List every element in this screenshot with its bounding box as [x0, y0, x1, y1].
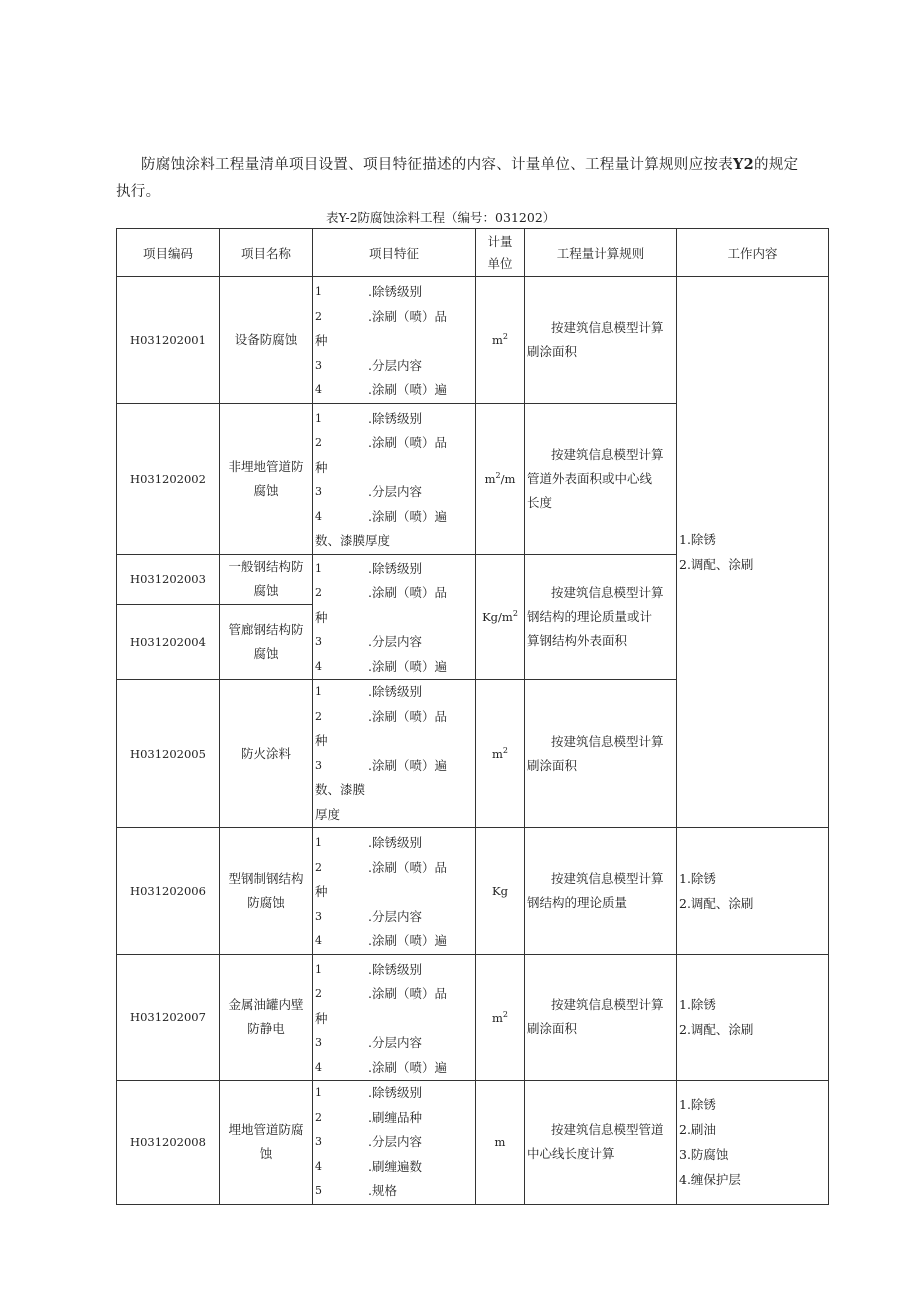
feature-number: 4 — [315, 934, 322, 947]
rule-line: 按建筑信息模型管道 — [551, 1122, 664, 1138]
feature-wrap-text: 种 — [315, 884, 328, 899]
work-line: 1.除锈 — [679, 997, 716, 1013]
item-code: H031202005 — [117, 680, 220, 828]
header-work: 工作内容 — [677, 229, 829, 277]
item-rule — [525, 403, 677, 554]
item-features — [313, 277, 476, 404]
feature-line — [313, 778, 475, 803]
intro-line2: 执行。 — [116, 184, 161, 200]
item-features — [313, 828, 476, 955]
feature-line — [313, 329, 475, 354]
work-line: 2.刷油 — [679, 1122, 716, 1138]
feature-line — [313, 803, 475, 828]
item-rule — [525, 954, 677, 1081]
feature-line — [313, 280, 475, 305]
feature-line — [313, 305, 475, 330]
feature-line — [313, 856, 475, 881]
rule-line: 管道外表面积或中心线 — [527, 470, 653, 486]
work-line: 4.缠保护层 — [679, 1172, 741, 1188]
item-name: 管廊钢结构防腐蚀 — [220, 604, 313, 679]
feature-wrap-text: 数、漆膜 — [315, 782, 366, 797]
item-code: H031202006 — [117, 828, 220, 955]
feature-wrap-text: 种 — [315, 333, 328, 348]
intro-paragraph — [116, 151, 836, 206]
feature-line — [313, 1179, 475, 1204]
feature-number: 4 — [315, 659, 322, 673]
feature-line — [313, 1056, 475, 1081]
feature-number: 3 — [315, 1036, 322, 1049]
feature-line — [313, 529, 475, 554]
feature-text: .除锈级别 — [368, 1085, 422, 1100]
feature-number: 1 — [315, 285, 322, 298]
feature-number: 4 — [315, 509, 322, 523]
feature-text: .涂刷（喷）遍 — [368, 933, 447, 948]
feature-text: .涂刷（喷）品 — [368, 986, 447, 1001]
feature-number: 3 — [315, 485, 322, 498]
feature-line — [313, 1081, 475, 1106]
feature-text: .涂刷（喷）遍 — [368, 382, 447, 397]
feature-number: 3 — [315, 1135, 322, 1148]
feature-text: .涂刷（喷）品 — [368, 859, 447, 875]
feature-number: 3 — [315, 635, 322, 648]
item-name: 型钢制钢结构防腐蚀 — [220, 828, 313, 955]
intro-table-ref: Y2 — [733, 156, 755, 173]
item-code: H031202008 — [117, 1081, 220, 1205]
feature-text: .分层内容 — [368, 357, 422, 373]
feature-wrap-text: 种 — [315, 733, 328, 748]
feature-number: 4 — [315, 1159, 322, 1173]
work-line: 2.调配、涂刷 — [679, 1022, 754, 1038]
rule-line: 刷涂面积 — [527, 757, 578, 773]
feature-text: .分层内容 — [368, 634, 422, 649]
item-features — [313, 403, 476, 554]
feature-number: 2 — [315, 987, 322, 1000]
feature-line — [313, 729, 475, 754]
rule-line: 算钢结构外表面积 — [527, 632, 628, 648]
rule-line: 刷涂面积 — [527, 1021, 578, 1037]
feature-line — [313, 958, 475, 983]
feature-line — [313, 480, 475, 505]
feature-line — [313, 982, 475, 1007]
feature-line — [313, 1106, 475, 1131]
intro-text: 防腐蚀涂料工程量清单项目设置、项目特征描述的内容、计量单位、工程量计算规则应按表 — [141, 157, 733, 173]
item-work — [677, 954, 829, 1081]
item-name: 防火涂料 — [220, 680, 313, 828]
feature-line — [313, 655, 475, 680]
item-code: H031202003 — [117, 554, 220, 604]
feature-text: .分层内容 — [368, 908, 422, 924]
item-code: H031202004 — [117, 604, 220, 679]
feature-number: 5 — [315, 1184, 322, 1197]
anticorrosion-table — [116, 228, 829, 1205]
work-line: 2.调配、涂刷 — [679, 895, 754, 911]
item-unit: $Kg/m^2$ — [476, 554, 525, 680]
feature-line — [313, 407, 475, 432]
feature-text: .分层内容 — [368, 1134, 422, 1149]
feature-number: 2 — [315, 709, 322, 723]
item-unit: $m^2$ — [476, 277, 525, 404]
item-features — [313, 1081, 476, 1205]
feature-text: .分层内容 — [368, 1035, 422, 1050]
item-rule — [525, 1081, 677, 1205]
work-line: 3.防腐蚀 — [679, 1147, 729, 1163]
rule-line: 按建筑信息模型计算 — [551, 584, 664, 600]
feature-line — [313, 680, 475, 705]
feature-text: .除锈级别 — [368, 684, 422, 699]
feature-number: 2 — [315, 309, 322, 323]
feature-number: 2 — [315, 436, 322, 449]
feature-text: .涂刷（喷）品 — [368, 308, 447, 324]
item-work — [677, 1081, 829, 1205]
feature-number: 1 — [315, 836, 322, 849]
header-unit: 计量单位 — [476, 229, 525, 277]
feature-number: 1 — [315, 411, 322, 425]
feature-line — [313, 1130, 475, 1155]
feature-text: .刷缠品种 — [368, 1109, 422, 1125]
feature-line — [313, 929, 475, 954]
feature-line — [313, 505, 475, 530]
feature-line — [313, 880, 475, 905]
header-code: 项目编码 — [117, 229, 220, 277]
table-row — [117, 277, 829, 404]
feature-wrap-text: 种 — [315, 459, 328, 475]
item-features — [313, 680, 476, 828]
item-unit: $m^2$ — [476, 954, 525, 1081]
feature-line — [313, 606, 475, 631]
header-row — [117, 229, 829, 277]
feature-text: .分层内容 — [368, 484, 422, 499]
item-name: 埋地管道防腐蚀 — [220, 1081, 313, 1205]
rule-line: 按建筑信息模型计算 — [551, 733, 664, 749]
work-line: 1.除锈 — [679, 1097, 716, 1113]
feature-line — [313, 1155, 475, 1180]
item-name: 金属油罐内壁防静电 — [220, 954, 313, 1081]
feature-text: .涂刷（喷）遍 — [368, 757, 447, 773]
feature-line — [313, 905, 475, 930]
item-rule — [525, 680, 677, 828]
item-features — [313, 554, 476, 680]
feature-text: .涂刷（喷）遍 — [368, 1059, 447, 1075]
feature-line — [313, 705, 475, 730]
item-code: H031202001 — [117, 277, 220, 404]
feature-text: .除锈级别 — [368, 284, 422, 299]
feature-number: 1 — [315, 561, 322, 575]
table-caption: 表Y-2防腐蚀涂料工程（编号：031202） — [326, 210, 556, 225]
table-row — [117, 828, 829, 955]
feature-line — [313, 557, 475, 582]
feature-line — [313, 354, 475, 379]
table-row — [117, 954, 829, 1081]
feature-wrap-text: 种 — [315, 609, 328, 625]
feature-line — [313, 754, 475, 779]
feature-line — [313, 431, 475, 456]
header-name: 项目名称 — [220, 229, 313, 277]
feature-text: .涂刷（喷）品 — [368, 708, 447, 724]
item-code: H031202007 — [117, 954, 220, 1081]
rule-line: 中心线长度计算 — [527, 1146, 615, 1162]
item-rule — [525, 554, 677, 680]
rule-line: 刷涂面积 — [527, 343, 578, 359]
rule-line: 钢结构的理论质量 — [527, 894, 628, 910]
feature-text: .涂刷（喷）品 — [368, 435, 447, 450]
rule-line: 按建筑信息模型计算 — [551, 319, 664, 335]
rule-line: 按建筑信息模型计算 — [551, 446, 664, 462]
item-code: H031202002 — [117, 403, 220, 554]
item-name: 一般钢结构防腐蚀 — [220, 554, 313, 604]
item-unit: m — [476, 1081, 525, 1205]
header-feature: 项目特征 — [313, 229, 476, 277]
feature-number: 1 — [315, 685, 322, 698]
feature-number: 2 — [315, 586, 322, 599]
feature-number: 1 — [315, 1086, 322, 1099]
item-work-shared: 1.除锈 2.调配、涂刷 — [677, 277, 829, 828]
feature-text: .刷缠遍数 — [368, 1158, 422, 1174]
feature-number: 4 — [315, 383, 322, 396]
feature-line — [313, 581, 475, 606]
feature-line — [313, 378, 475, 403]
rule-line: 钢结构的理论质量或计 — [527, 608, 653, 624]
item-name: 非埋地管道防腐蚀 — [220, 403, 313, 554]
feature-line — [313, 456, 475, 481]
item-features — [313, 954, 476, 1081]
feature-line — [313, 1007, 475, 1032]
feature-number: 3 — [315, 758, 322, 772]
feature-wrap-text: 种 — [315, 1010, 328, 1026]
feature-text: .涂刷（喷）遍 — [368, 658, 447, 674]
item-work — [677, 828, 829, 955]
item-rule — [525, 277, 677, 404]
feature-text: .除锈级别 — [368, 560, 422, 576]
feature-text: .除锈级别 — [368, 961, 422, 977]
feature-number: 2 — [315, 1110, 322, 1124]
feature-wrap-text: 厚度 — [315, 806, 341, 822]
rule-line: 按建筑信息模型计算 — [551, 997, 664, 1013]
feature-text: .涂刷（喷）品 — [368, 585, 447, 600]
item-rule — [525, 828, 677, 955]
header-rule: 工程量计算规则 — [525, 229, 677, 277]
feature-text: .涂刷（喷）遍 — [368, 508, 447, 524]
item-name: 设备防腐蚀 — [220, 277, 313, 404]
feature-number: 2 — [315, 860, 322, 874]
intro-text-end: 的规定 — [754, 157, 799, 173]
feature-line — [313, 1031, 475, 1056]
feature-text: .除锈级别 — [368, 835, 422, 850]
feature-line — [313, 831, 475, 856]
work-line: 1.除锈 — [679, 870, 716, 886]
feature-text: .规格 — [368, 1183, 397, 1198]
feature-wrap-text: 数、漆膜厚度 — [315, 533, 391, 548]
feature-number: 3 — [315, 358, 322, 372]
feature-line — [313, 630, 475, 655]
feature-number: 1 — [315, 962, 322, 976]
feature-number: 3 — [315, 909, 322, 923]
feature-text: .除锈级别 — [368, 410, 422, 426]
rule-line: 按建筑信息模型计算 — [551, 870, 664, 886]
item-unit: $m^2/m$ — [476, 403, 525, 554]
feature-number: 4 — [315, 1060, 322, 1074]
table-row — [117, 1081, 829, 1205]
item-unit: Kg — [476, 828, 525, 955]
item-unit: $m^2$ — [476, 680, 525, 828]
rule-line: 长度 — [527, 494, 553, 510]
